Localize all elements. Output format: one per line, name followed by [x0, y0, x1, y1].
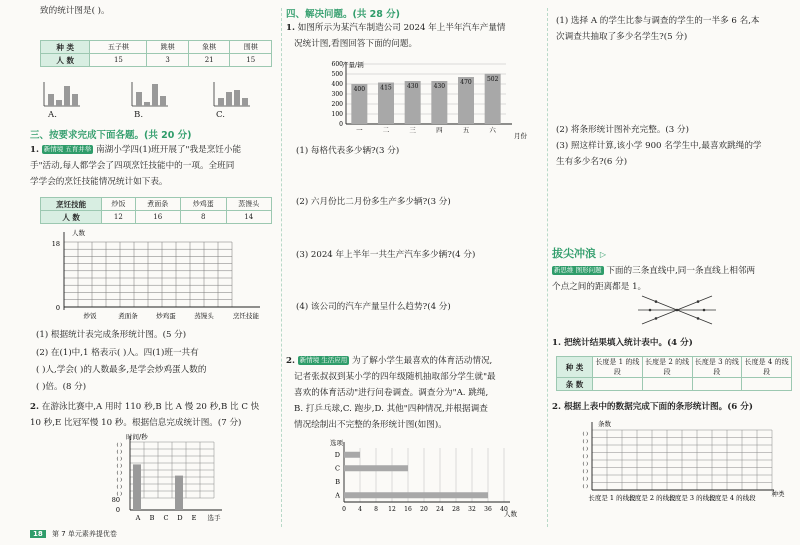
- table-header: 象棋: [188, 41, 230, 54]
- table-header: 长度是 3 的线段: [692, 357, 742, 378]
- c3-para-1: [552, 266, 755, 277]
- q1-sub-2: (2) 在(1)中,1 格表示( )人。四(1)班一共有: [36, 348, 199, 358]
- cooking-x-label: 煮面条: [118, 312, 138, 320]
- car-production-chart: [326, 58, 536, 142]
- segment-tick-bracket: ( ): [582, 453, 588, 460]
- c3-line-3: (2) 将条形统计图补充完整。(3 分): [556, 125, 689, 135]
- car-value-label: 430: [433, 83, 446, 90]
- c2-q2-text: 为了解小学生最喜欢的体育活动情况,: [352, 356, 493, 366]
- table-header: 长度是 4 的线段: [742, 357, 792, 378]
- car-y-tick: 500: [331, 71, 343, 78]
- swim-tick-bracket: ( ): [116, 484, 122, 490]
- car-x-tick: 一: [356, 126, 363, 134]
- c3-line-2: 次调查共抽取了多少名学生?(5 分): [556, 32, 688, 42]
- table-header: 五子棋: [90, 41, 147, 54]
- car-value-label: 430: [406, 83, 419, 90]
- section4-heading: 四、解决问题。(共 28 分): [286, 9, 401, 20]
- table-cell: 8: [181, 211, 227, 224]
- segment-tick-bracket: ( ): [582, 438, 588, 445]
- swim-y-title: 时间/秒: [126, 433, 148, 441]
- c2-q1-number: 1.: [286, 23, 295, 33]
- table-cell: 15: [230, 54, 272, 67]
- car-value-label: 400: [353, 86, 366, 93]
- table-cell: 21: [188, 54, 230, 67]
- cooking-y-title: 人数: [72, 229, 85, 237]
- segment-tick-bracket: ( ): [582, 483, 588, 490]
- table-header: 炒饭: [102, 198, 135, 211]
- swim-x-label: E: [191, 514, 197, 522]
- car-value-label: 502: [486, 75, 499, 83]
- page-footer: [30, 529, 117, 539]
- c2-q2-line-5: 情况绘制出不完整的条形统计图(如图)。: [294, 420, 447, 430]
- car-x-tick: 五: [462, 126, 470, 134]
- table-cell: 15: [90, 54, 147, 67]
- segment-table: [556, 356, 792, 391]
- divider: [281, 8, 282, 527]
- sport-y-tick: A: [335, 491, 340, 500]
- q1-tag: 新情境 五育并举: [43, 145, 92, 153]
- sport-x-tick: 12: [388, 506, 396, 513]
- table-cell[interactable]: [593, 378, 643, 391]
- three-lines-figure: [632, 290, 722, 330]
- table-cell[interactable]: [642, 378, 692, 391]
- sport-x-tick: 40: [500, 506, 508, 513]
- table-header: 烹饪技能: [41, 198, 102, 211]
- c2-q2-tag: 新情境 生活应用: [299, 356, 348, 364]
- q2-number: 2.: [30, 402, 39, 412]
- car-x-tick: 三: [409, 126, 416, 134]
- sport-x-tick: 8: [374, 506, 378, 513]
- table-header: 种 类: [557, 357, 593, 378]
- car-x-title: 月份: [514, 132, 527, 140]
- q1-line-2: 手"活动,每人都学会了四项烹饪技能中的一项。全班同: [30, 161, 235, 171]
- challenge-heading: [552, 245, 606, 261]
- table-row-label: 人 数: [41, 54, 90, 67]
- q1-sub-4: ( )倍。(8 分): [36, 382, 87, 392]
- q1-sub-1: (1) 根据统计表完成条形统计图。(5 分): [36, 330, 187, 340]
- table-row-label: 条 数: [557, 378, 593, 391]
- c3-line-5: 生有多少名?(6 分): [556, 157, 628, 167]
- c3-line-1: (1) 选择 A 的学生比参与调查的学生的一半多 6 名,本: [556, 16, 760, 26]
- segment-tick-bracket: ( ): [582, 446, 588, 452]
- swim-y-start: 80: [111, 496, 120, 504]
- challenge-title: 拔尖冲浪: [552, 247, 596, 260]
- c2-q1-line-2: 况统计图,看图回答下面的问题。: [294, 39, 418, 49]
- q1-number: 1.: [30, 145, 39, 155]
- segment-y-title: 条数: [598, 420, 611, 428]
- play-arrow-icon: ▷: [599, 250, 606, 259]
- sport-bar: [344, 465, 408, 471]
- swim-tick-bracket: ( ): [116, 449, 122, 455]
- table-cell[interactable]: [742, 378, 792, 391]
- table-cell: 16: [135, 211, 181, 224]
- car-y-tick: 200: [331, 101, 343, 108]
- swim-tick-bracket: ( ): [116, 477, 122, 483]
- swim-tick-bracket: ( ): [116, 491, 122, 497]
- car-y-tick: 100: [331, 111, 343, 118]
- swim-tick-bracket: ( ): [116, 463, 122, 469]
- divider: [547, 8, 548, 527]
- c2-q2-line-2: 记者张叔叔到某小学的四年级随机抽取部分学生就"最: [294, 372, 496, 382]
- car-y-tick: 400: [331, 81, 343, 88]
- swim-bar: [133, 464, 141, 510]
- sport-x-tick: 24: [436, 506, 444, 513]
- c2-q2-number: 2.: [286, 356, 295, 366]
- car-value-label: 470: [460, 79, 472, 86]
- segment-tick-bracket: ( ): [582, 476, 588, 482]
- sport-x-tick: 28: [452, 506, 460, 513]
- cooking-y-top: 18: [51, 240, 60, 248]
- segment-x-title: 种类: [771, 490, 785, 498]
- swim-x-label: D: [177, 514, 183, 522]
- segment-tick-bracket: ( ): [582, 468, 588, 475]
- car-y-tick: 300: [331, 91, 343, 98]
- sport-x-title: 人数: [504, 510, 517, 518]
- section3-heading: 三、按要求完成下面各题。(共 20 分): [30, 130, 192, 141]
- swim-y-zero: 0: [115, 506, 120, 514]
- q2-line-1: [30, 402, 259, 413]
- car-x-tick: 六: [489, 126, 496, 134]
- table-header: 围棋: [230, 41, 272, 54]
- cooking-table: [40, 197, 272, 224]
- cooking-x-title: 烹饪技能: [233, 312, 259, 320]
- segment-chart[interactable]: [582, 418, 794, 516]
- table-header: 种 类: [41, 41, 90, 54]
- footer-title: 第 7 单元素养提优卷: [51, 530, 117, 538]
- table-cell: 3: [147, 54, 189, 67]
- c2-q1-sub-4: (4) 该公司的汽车产量呈什么趋势?(4 分): [296, 302, 451, 312]
- car-y-title: 产量/辆: [342, 61, 364, 69]
- c3-para-text: 下面的三条直线中,同一条直线上相邻两: [606, 266, 756, 276]
- swim-x-title: 选手: [207, 514, 221, 522]
- q1-sub-3: ( )人,学会( )的人数最多,是学会炒鸡蛋人数的: [36, 365, 207, 375]
- column-middle: [286, 0, 544, 545]
- table-header: 蒸馒头: [226, 198, 272, 211]
- table-header: 煮面条: [135, 198, 181, 211]
- option-b-label: B.: [134, 110, 144, 120]
- sport-bar: [344, 452, 360, 458]
- c2-q1-sub-3: (3) 2024 年上半年一共生产汽车多少辆?(4 分): [296, 250, 476, 260]
- c3-para-2: 个点之间的距离都是 1。: [552, 282, 647, 292]
- c2-q1-sub-1: (1) 每格代表多少辆?(3 分): [296, 146, 400, 156]
- c2-q1-line-1: [286, 23, 506, 34]
- sport-x-tick: 16: [404, 506, 412, 513]
- sport-y-tick: C: [335, 464, 340, 473]
- table-header: 长度是 2 的线段: [642, 357, 692, 378]
- sports-chart[interactable]: [326, 436, 546, 520]
- sport-x-tick: 20: [420, 506, 428, 513]
- chess-table: [40, 40, 272, 67]
- swim-x-label: A: [135, 514, 141, 522]
- option-b-chart[interactable]: [132, 82, 168, 106]
- table-cell: 14: [226, 211, 272, 224]
- column-left: [30, 0, 278, 545]
- c3-tag: 新思维 图形问题: [554, 266, 602, 274]
- page-number: 18: [30, 530, 46, 538]
- option-a-label: A.: [48, 110, 57, 120]
- segment-x-label: 长度是 2 的线段: [628, 494, 676, 502]
- sport-y-tick: D: [334, 450, 340, 459]
- sport-x-tick: 36: [484, 506, 492, 513]
- table-cell: 12: [102, 211, 135, 224]
- swim-x-label: C: [163, 514, 169, 522]
- c2-q2-line-4: B. 打乒乓球,C. 跑步,D. 其他"四种情况,并根据调查: [294, 404, 488, 414]
- q1-text: 南湖小学四(1)班开展了"我是烹饪小能: [96, 145, 242, 155]
- segment-x-label: 长度是 1 的线段: [588, 494, 636, 502]
- cooking-x-label: 炒饭: [83, 312, 97, 320]
- car-x-tick: 四: [436, 126, 443, 134]
- swim-tick-bracket: ( ): [116, 442, 122, 448]
- segment-x-label: 长度是 4 的线段: [708, 494, 756, 502]
- q1-line-3: 学学会的烹饪技能情况统计如下表。: [30, 177, 168, 187]
- c2-q1-text: 如图所示为某汽车制造公司 2024 年上半年汽车产量情: [297, 23, 506, 33]
- table-cell[interactable]: [692, 378, 742, 391]
- column-right: [552, 0, 794, 545]
- c3-q1: 1. 把统计结果填入统计表中。(4 分): [552, 338, 693, 348]
- option-c-label: C.: [216, 110, 226, 120]
- car-y-tick: 0: [339, 121, 343, 128]
- sport-y-title: 选项: [330, 439, 343, 447]
- segment-tick-bracket: ( ): [582, 431, 588, 437]
- q2-line-2: 10 秒,E 比冠军慢 10 秒。根据信息完成统计图。(7 分): [30, 418, 242, 428]
- table-header: 跳棋: [147, 41, 189, 54]
- sport-x-tick: 4: [358, 506, 362, 513]
- car-value-label: 415: [380, 84, 392, 92]
- table-header: 炒鸡蛋: [181, 198, 227, 211]
- car-y-tick: 600: [331, 61, 343, 68]
- swim-x-label: B: [149, 514, 155, 522]
- c3-q2: 2. 根据上表中的数据完成下面的条形统计图。(6 分): [552, 402, 753, 412]
- sport-y-tick: B: [335, 477, 340, 486]
- table-header: 长度是 1 的线段: [593, 357, 643, 378]
- option-a-chart[interactable]: [44, 82, 80, 106]
- cooking-y-zero: 0: [55, 304, 60, 312]
- table-row-label: 人 数: [41, 211, 102, 224]
- cooking-x-label: 炒鸡蛋: [156, 312, 176, 320]
- c2-q2-line-3: 喜欢的体育活动"进行问卷调查。调查分为"A. 跳绳,: [294, 388, 489, 398]
- sport-x-tick: 32: [468, 506, 476, 513]
- car-x-tick: 二: [382, 126, 390, 134]
- option-charts: [42, 78, 272, 110]
- cooking-x-label: 蒸馒头: [194, 312, 214, 320]
- option-c-chart[interactable]: [214, 82, 250, 106]
- swim-chart[interactable]: [100, 432, 275, 524]
- q2-text: 在游泳比赛中,A 用时 110 秒,B 比 A 慢 20 秒,B 比 C 快: [41, 402, 260, 412]
- sport-x-tick: 0: [342, 506, 346, 513]
- c2-q1-sub-2: (2) 六月份比二月份多生产多少辆?(3 分): [296, 197, 451, 207]
- sport-bar: [344, 492, 488, 498]
- swim-tick-bracket: ( ): [116, 456, 122, 462]
- swim-bar: [175, 476, 183, 510]
- c2-q2-line-1: [286, 356, 492, 367]
- top-line: 致的统计图是( )。: [40, 6, 110, 16]
- cooking-chart[interactable]: [50, 228, 270, 320]
- q1-line-1: [30, 145, 241, 156]
- segment-tick-bracket: ( ): [582, 461, 588, 467]
- swim-tick-bracket: ( ): [116, 470, 122, 476]
- c3-line-4: (3) 照这样计算,该小学 900 名学生中,最喜欢跳绳的学: [556, 141, 762, 151]
- segment-x-label: 长度是 3 的线段: [668, 494, 716, 502]
